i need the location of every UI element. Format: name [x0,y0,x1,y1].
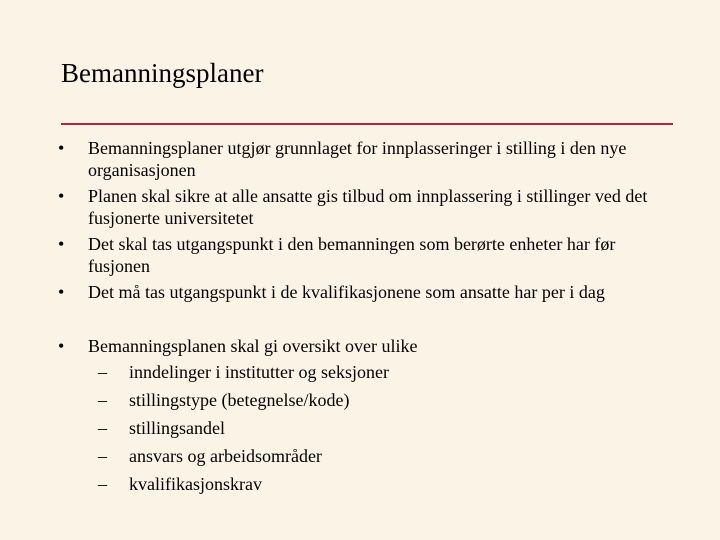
bullet-icon: • [58,186,65,206]
bullet-text: Det skal tas utgangspunkt i den bemanningen som berørte enheter har før fusjonen [88,234,616,276]
sub-list-item [98,361,678,383]
bullet-text: Bemanningsplanen skal gi oversikt over ulike [88,336,418,356]
dash-icon: – [98,362,107,382]
sub-list-item [98,473,678,495]
list-item [58,335,678,495]
sub-list-item [98,445,678,467]
bullet-text: Det må tas utgangspunkt i de kvalifikasjonene som ansatte har per i dag [88,282,605,302]
bullet-icon: • [58,234,65,254]
sub-list [88,361,678,495]
sub-list-item [98,417,678,439]
bullet-list [58,137,678,303]
bullet-text: Planen skal sikre at alle ansatte gis tilbud om innplassering i stillinger ved det fusjonerte universitetet [88,186,648,228]
sub-item-text: ansvars og arbeidsområder [129,446,322,466]
list-item [58,233,678,277]
sub-list-item [98,389,678,411]
sub-item-text: kvalifikasjonskrav [129,474,262,494]
slide-body [58,137,678,501]
bullet-text: Bemanningsplaner utgjør grunnlaget for innplasseringer i stilling i den nye organisasjonen [88,138,627,180]
sub-item-text: inndelinger i institutter og seksjoner [129,362,389,382]
bullet-icon: • [58,138,65,158]
bullet-list-secondary [58,335,678,495]
bullet-icon: • [58,282,65,302]
sub-item-text: stillingstype (betegnelse/kode) [129,390,350,410]
bullet-icon: • [58,336,65,356]
list-item [58,281,678,303]
sub-item-text: stillingsandel [129,418,225,438]
slide-title: Bemanningsplaner [61,58,264,88]
dash-icon: – [98,474,107,494]
spacer [58,307,678,335]
dash-icon: – [98,390,107,410]
dash-icon: – [98,418,107,438]
list-item [58,137,678,181]
list-item [58,185,678,229]
title-divider [61,123,673,125]
dash-icon: – [98,446,107,466]
